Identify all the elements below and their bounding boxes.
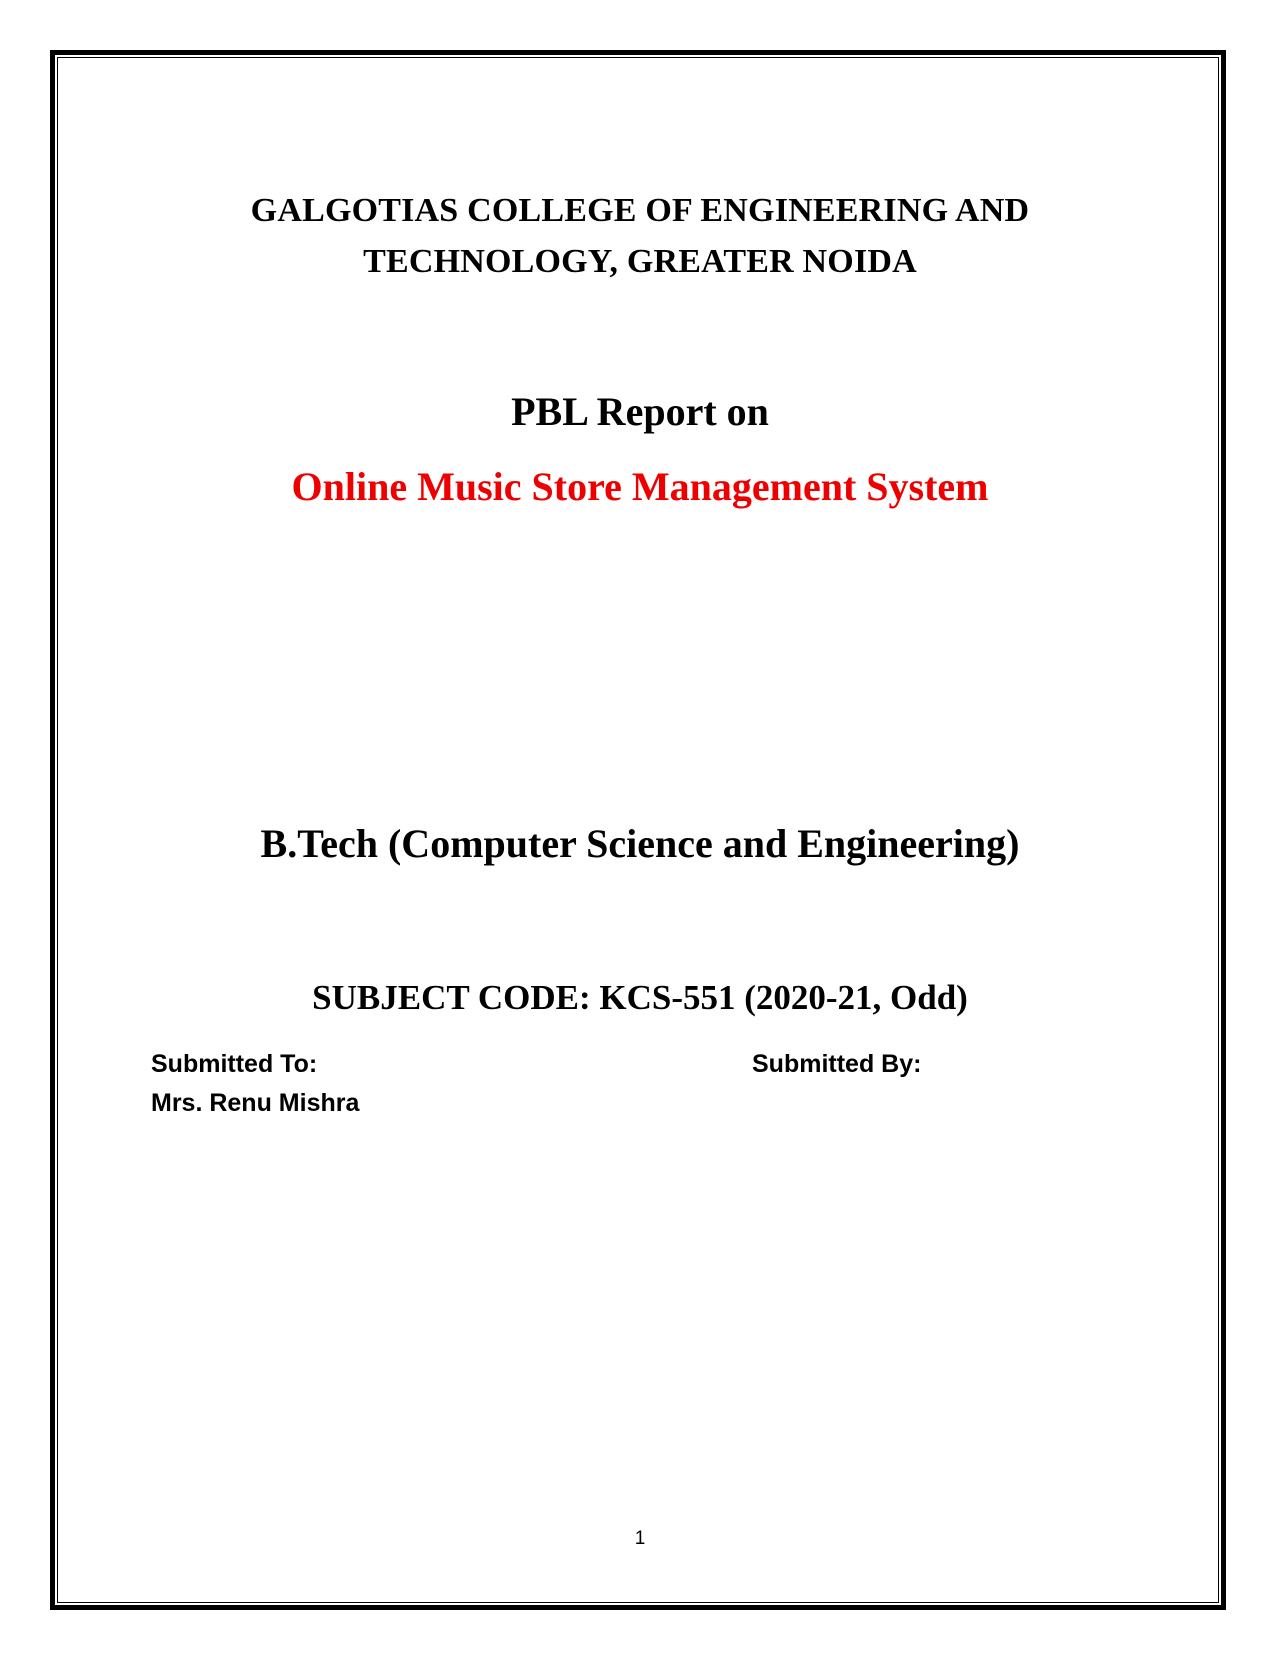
college-name-line-1: GALGOTIAS COLLEGE OF ENGINEERING AND [250, 192, 1030, 229]
report-heading: PBL Report on [511, 389, 769, 434]
submitted-to-label: Submitted To: [151, 1050, 318, 1078]
project-title: Online Music Store Management System [291, 464, 989, 509]
submitted-by-label: Submitted By: [752, 1050, 922, 1078]
subject-code: SUBJECT CODE: KCS-551 (2020-21, Odd) [312, 978, 968, 1017]
degree-program: B.Tech (Computer Science and Engineering) [260, 821, 1020, 866]
college-name-line-2: TECHNOLOGY, GREATER NOIDA [363, 243, 917, 280]
page-number: 1 [634, 1528, 646, 1549]
supervisor-name: Mrs. Renu Mishra [151, 1089, 360, 1117]
